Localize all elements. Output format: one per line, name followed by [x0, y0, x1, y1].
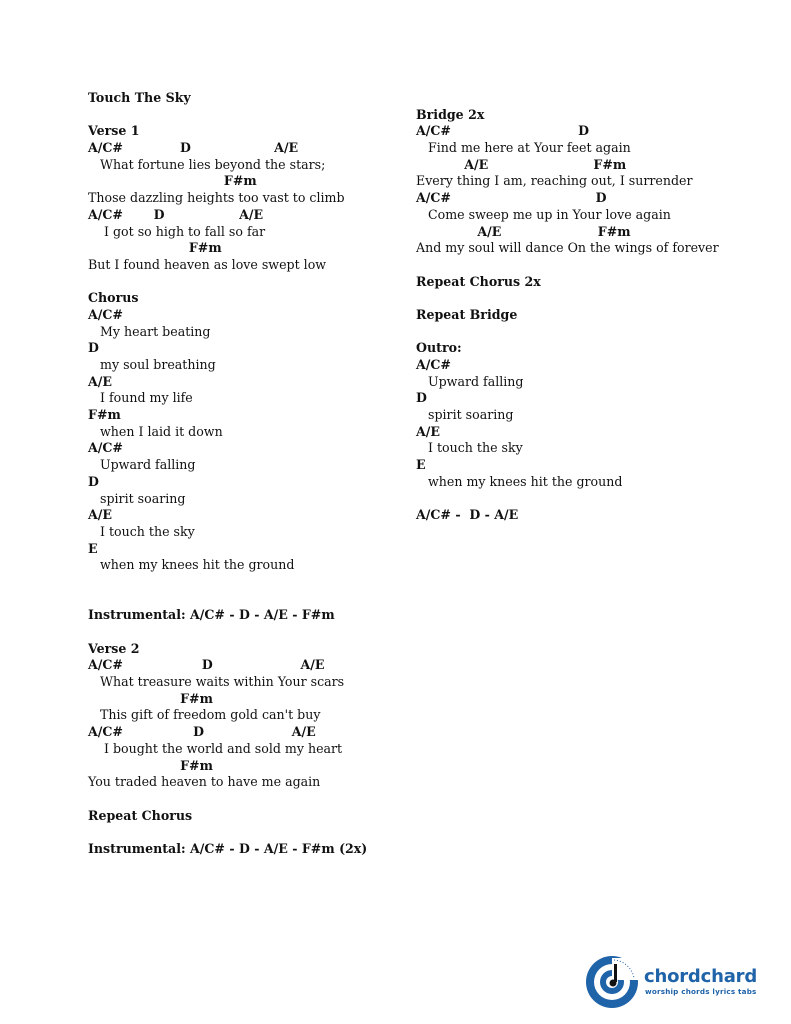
chord-or-heading-line: D: [88, 473, 99, 489]
lyric-line: I touch the sky: [88, 523, 195, 539]
chord-or-heading-line: E: [416, 457, 426, 473]
chordchard-logo: [584, 954, 774, 1012]
chord-or-heading-line: A/E: [88, 373, 112, 389]
chordchard-logo-icon: [584, 954, 640, 1010]
right-column: [416, 90, 756, 524]
chord-or-heading-line: A/C# D: [416, 190, 607, 206]
lyric-line: spirit soaring: [416, 407, 514, 423]
chord-or-heading-line: A/C# D A/E: [88, 140, 299, 156]
lyric-line: when my knees hit the ground: [416, 473, 623, 489]
lyric-line: What treasure waits within Your scars: [88, 674, 345, 690]
chord-or-heading-line: E: [88, 540, 98, 556]
blank-line: [88, 824, 388, 841]
chord-or-heading-line: A/E: [88, 507, 112, 523]
chord-or-heading-line: A/C#: [88, 306, 123, 322]
blank-line: [416, 290, 756, 307]
lyric-line: I got so high to fall so far: [88, 223, 266, 239]
lyric-line: Come sweep me up in Your love again: [416, 206, 671, 222]
blank-line: [88, 591, 388, 608]
chord-or-heading-line: A/C#: [416, 357, 451, 372]
lyric-line: But I found heaven as love swept low: [88, 256, 327, 272]
blank-line: [88, 574, 388, 591]
lyric-line: This gift of freedom gold can't buy: [88, 707, 321, 723]
chord-or-heading-line: F#m: [88, 690, 213, 706]
blank-line: [88, 274, 388, 291]
chord-or-heading-line: F#m: [88, 757, 213, 773]
chord-or-heading-line: Repeat Bridge: [416, 306, 518, 322]
blank-line: [416, 90, 756, 107]
chord-or-heading-line: Outro:: [416, 340, 462, 356]
lyric-line: Upward falling: [88, 457, 196, 473]
blank-line: [88, 107, 388, 124]
chord-or-heading-line: Instrumental: A/C# - D - A/E - F#m: [88, 607, 335, 623]
lyric-line: I touch the sky: [416, 440, 523, 456]
chord-or-heading-line: A/C# - D - A/E: [416, 507, 519, 523]
chord-or-heading-line: D: [416, 390, 427, 406]
chord-or-heading-line: A/C#: [88, 440, 123, 456]
chord-or-heading-line: Repeat Chorus: [88, 807, 193, 823]
lyric-line: My heart beating: [88, 323, 211, 339]
chord-or-heading-line: A/E F#m: [416, 156, 627, 172]
chord-or-heading-line: Verse 1: [88, 123, 140, 139]
blank-line: [88, 791, 388, 808]
lyric-line: Find me here at Your feet again: [416, 140, 631, 156]
chord-or-heading-line: F#m: [88, 407, 121, 423]
lyric-line: You traded heaven to have me again: [88, 774, 321, 790]
lyric-line: my soul breathing: [88, 357, 216, 372]
blank-line: [416, 491, 756, 508]
chord-or-heading-line: A/E: [416, 423, 440, 439]
chord-or-heading-line: Bridge 2x: [416, 106, 485, 122]
chord-or-heading-line: Verse 2: [88, 640, 140, 656]
blank-line: [416, 324, 756, 341]
chord-or-heading-line: A/E F#m: [416, 223, 631, 239]
lyric-line: Upward falling: [416, 373, 524, 389]
chord-or-heading-line: A/C# D A/E: [88, 724, 316, 740]
chord-or-heading-line: A/C# D: [416, 123, 590, 139]
chord-or-heading-line: A/C# D A/E: [88, 657, 325, 673]
lyric-line: when I laid it down: [88, 423, 223, 439]
chord-or-heading-line: Instrumental: A/C# - D - A/E - F#m (2x): [88, 840, 368, 856]
lyric-line: spirit soaring: [88, 490, 186, 506]
chord-or-heading-line: Chorus: [88, 290, 139, 306]
lyric-line: Every thing I am, reaching out, I surrender: [416, 173, 693, 189]
blank-line: [416, 257, 756, 274]
chord-or-heading-line: Touch The Sky: [88, 90, 191, 105]
left-column: [88, 90, 388, 858]
lyric-line: What fortune lies beyond the stars;: [88, 156, 326, 172]
lyric-line: I found my life: [88, 390, 193, 406]
lyric-line: I bought the world and sold my heart: [88, 740, 343, 756]
chord-or-heading-line: D: [88, 340, 99, 356]
chord-or-heading-line: F#m: [88, 240, 222, 256]
chord-or-heading-line: Repeat Chorus 2x: [416, 273, 541, 289]
lyric-line: Those dazzling heights too vast to climb: [88, 190, 345, 206]
chord-or-heading-line: A/C# D A/E: [88, 206, 264, 222]
blank-line: [88, 624, 388, 641]
chord-or-heading-line: F#m: [88, 173, 257, 189]
logo-tagline: worship chords lyrics tabs: [645, 987, 757, 996]
lyric-line: when my knees hit the ground: [88, 557, 295, 573]
lyric-line: And my soul will dance On the wings of forever: [416, 240, 719, 256]
logo-name: chordchard: [644, 966, 758, 987]
